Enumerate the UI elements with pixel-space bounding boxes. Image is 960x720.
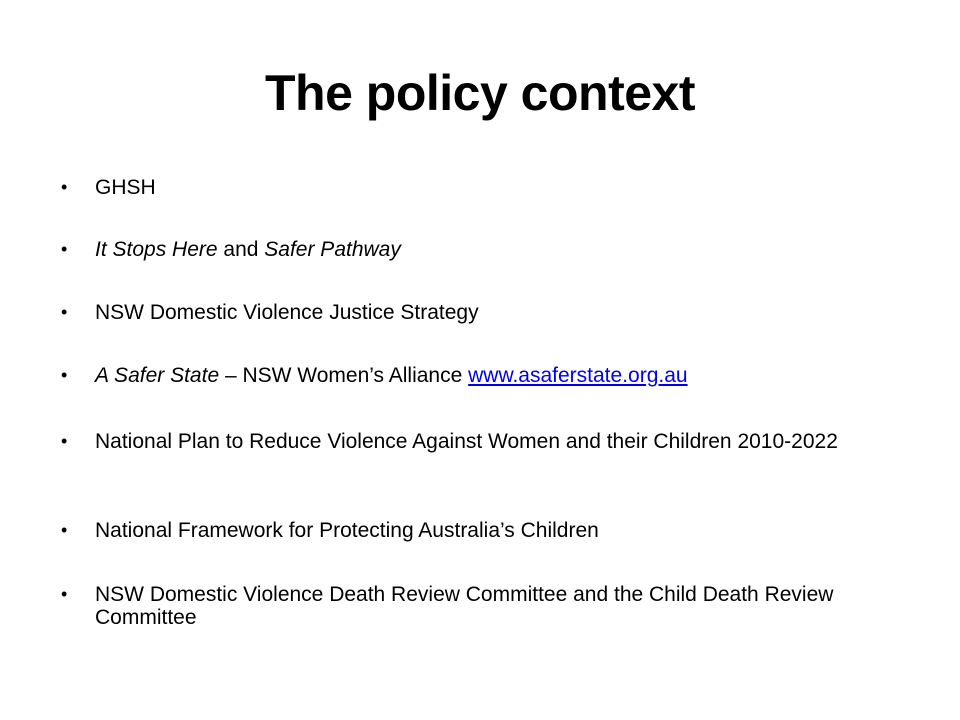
bullet-item [61,301,895,324]
bullet-dot-icon: • [61,302,68,322]
slide-title: The policy context [265,65,695,121]
bullet-text: National Framework for Protecting Australia’s Children [95,519,599,542]
bullet-dot-icon: • [61,431,68,451]
bullet-item [61,430,915,453]
bullet-item [61,238,895,261]
bullet-text: NSW Domestic Violence Justice Strategy [95,301,479,324]
bullet-text: – NSW Women’s Alliance [219,364,469,387]
bullet-italic-text: A Safer State [95,364,220,387]
bullet-item [61,583,885,629]
bullet-italic-text: Safer Pathway [264,238,401,261]
bullet-item [61,519,895,542]
bullet-item [61,364,895,387]
bullet-dot-icon: • [61,239,68,259]
bullet-dot-icon: • [61,520,68,540]
bullet-dot-icon: • [61,365,68,385]
bullet-text: NSW Domestic Violence Death Review Committee and the Child Death Review Committee [95,583,834,629]
bullet-text: GHSH [95,176,156,199]
bullet-dot-icon: • [61,584,68,604]
bullet-text: and [217,238,265,261]
bullet-italic-text: It Stops Here [95,238,218,261]
bullet-text: National Plan to Reduce Violence Against Women and their Children 2010-2022 [95,430,838,453]
bullet-dot-icon: • [61,177,68,197]
bullet-item [61,176,895,199]
asaferstate-link[interactable]: www.asaferstate.org.au [468,364,688,387]
